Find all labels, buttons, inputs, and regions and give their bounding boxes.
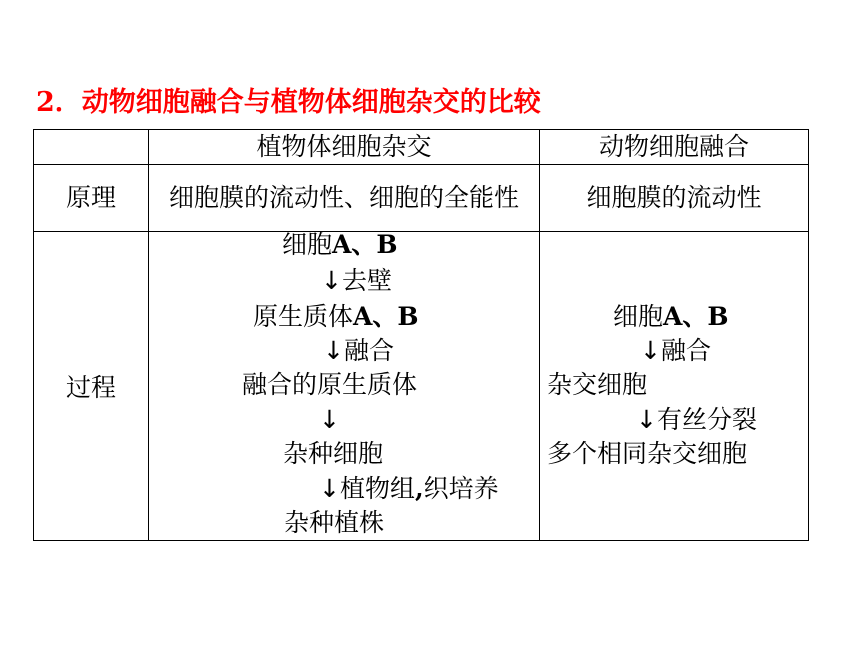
table-header-row (34, 130, 809, 165)
process-animal-steps (540, 232, 808, 540)
plant-step-9: 杂种植株 (284, 508, 385, 537)
section-heading: 2．动物细胞融合与植物体细胞杂交的比较 (36, 87, 541, 118)
header-empty-cell (34, 130, 149, 165)
header-plant: 植物体细胞杂交 (149, 130, 540, 165)
principle-animal: 细胞膜的流动性 (540, 165, 809, 232)
plant-step-8: ↓植物组,织培养 (319, 474, 499, 503)
plant-step-7: 杂种细胞 (283, 439, 384, 468)
plant-step-6: ↓ (319, 405, 340, 434)
plant-step-5: 融合的原生质体 (242, 370, 418, 399)
plant-step-4: ↓融合 (323, 336, 394, 365)
process-plant-steps (149, 232, 539, 540)
comparison-table (33, 129, 809, 541)
process-animal (540, 232, 809, 541)
principle-plant-text: 细胞膜的流动性、细胞的全能性 (168, 183, 519, 212)
animal-step-5: 多个相同杂交细胞 (547, 439, 748, 468)
plant-step-2: ↓去壁 (321, 266, 392, 295)
process-label: 过程 (34, 232, 149, 541)
plant-step-3: 原生质体A、B (253, 302, 419, 331)
animal-step-3: 杂交细胞 (547, 370, 648, 399)
animal-step-4: ↓有丝分裂 (636, 405, 757, 434)
animal-step-2: ↓融合 (640, 336, 711, 365)
principle-row (34, 165, 809, 232)
principle-plant (149, 165, 540, 232)
principle-label: 原理 (34, 165, 149, 232)
plant-step-1: 细胞A、B (282, 230, 398, 259)
header-animal: 动物细胞融合 (540, 130, 809, 165)
process-plant (149, 232, 540, 541)
animal-step-1: 细胞A、B (613, 302, 729, 331)
process-row (34, 232, 809, 541)
